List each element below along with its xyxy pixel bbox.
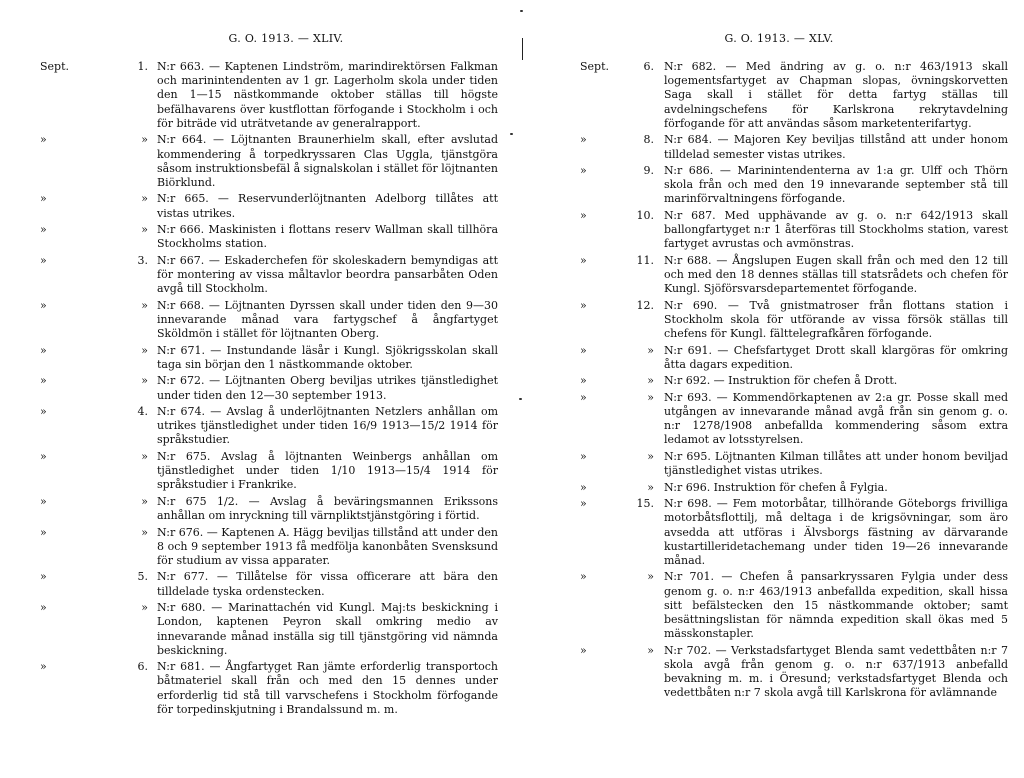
order-entry bbox=[580, 133, 1008, 161]
entry-day: » bbox=[647, 643, 654, 657]
entry-month: » bbox=[580, 497, 587, 511]
page-header: G. O. 1913. — XLIV. bbox=[228, 32, 344, 45]
entry-text: N:r 690. — Två gnistmatroser från flottans station i Stockholm skola för utförande av vissa försök ställas till chefens för Kungl. fälttelegrafkåren förfogande. bbox=[664, 298, 1008, 341]
entry-month: Sept. bbox=[580, 60, 610, 73]
entry-day: 10. bbox=[636, 208, 654, 222]
order-entry bbox=[40, 660, 498, 717]
order-entry bbox=[580, 344, 1008, 372]
entry-text: N:r 663. — Kaptenen Lindström, marindirektörsen Falkman och marinintendenten av 1 gr. Lagerholm skola under tiden den 1—15 nästkommande oktober ställas till högste befälhavarens över kustflottan förfogande i Stockholm i och för biträde vid uträtvetande av generalrapport. bbox=[157, 60, 498, 130]
entry-month: » bbox=[580, 480, 587, 494]
entry-text: N:r 668. — Löjtnanten Dyrssen skall under tiden den 9—30 innevarande månad vara fartygschef å ångfartyget Sköldmön i stället för löjtnanten Oberg. bbox=[157, 298, 498, 341]
order-entry bbox=[40, 60, 498, 131]
order-entry bbox=[40, 254, 498, 297]
entry-day: » bbox=[647, 374, 654, 388]
entry-text: N:r 677. — Tillåtelse för vissa officerare att bära den tilldelade tyska ordenstecken. bbox=[157, 570, 498, 598]
entry-day: 6. bbox=[643, 60, 654, 73]
entry-day: » bbox=[141, 133, 148, 147]
entry-day: 4. bbox=[137, 405, 148, 419]
entry-day: 11. bbox=[636, 253, 654, 267]
order-entry bbox=[40, 601, 498, 658]
scan-speck bbox=[510, 133, 513, 135]
entry-text: N:r 664. — Löjtnanten Braunerhielm skall, efter avslutad kommendering å torpedkryssaren Clas Uggla, tjänstgöra såsom instruktionsbefäl å signalskolan i stället för löjtnanten Biörklund. bbox=[157, 133, 498, 189]
entry-month: Sept. bbox=[40, 60, 70, 73]
scan-speck bbox=[520, 10, 523, 12]
entry-text: N:r 665. — Reservunderlöjtnanten Adelborg tillåtes att vistas utrikes. bbox=[157, 192, 498, 220]
entry-text: N:r 702. — Verkstadsfartyget Blenda samt vedettbåten n:r 7 skola avgå från genom g. o. n:r 637/1913 anbefalld bevakning m. m. i Öresund; verkstadsfartyget Blenda och vedettbåten n:r 7 skola avgå till Karlskrona för avlämnande bbox=[664, 643, 1008, 700]
entry-text: N:r 682. — Med ändring av g. o. n:r 463/1913 skall logementsfartyget av Chapman slopas, övningskorvetten Saga skall i stället för detta fartyg ställas till avdelningschefens för Karlskrona rekrytavdelning förfogande för att användas såsom marketenterifartyg. bbox=[664, 60, 1008, 130]
order-entry bbox=[40, 570, 498, 598]
entry-month: » bbox=[40, 133, 47, 147]
order-entry bbox=[40, 192, 498, 220]
entry-month: » bbox=[580, 390, 587, 404]
entry-month: » bbox=[40, 660, 47, 674]
entry-month: » bbox=[40, 192, 47, 206]
entry-day: » bbox=[141, 449, 148, 463]
entry-day: » bbox=[141, 192, 148, 206]
entry-text: N:r 671. — Instundande läsår i Kungl. Sjökrigsskolan skall taga sin början den 1 nästkommande oktober. bbox=[157, 343, 498, 371]
entry-month: » bbox=[40, 449, 47, 463]
entry-text: N:r 675 1/2. — Avslag å beväringsmannen Erikssons anhållan om inryckning till värnpliktstjänstgöring i förtid. bbox=[157, 494, 498, 523]
entry-day: » bbox=[141, 525, 148, 539]
entry-day: 6. bbox=[137, 660, 148, 674]
order-entry bbox=[40, 374, 498, 402]
entry-list bbox=[580, 60, 1008, 703]
entry-text: N:r 667. — Eskaderchefen för skoleskadern bemyndigas att för montering av vissa måltavlor beordra pansarbåten Oden avgå till Stockholm. bbox=[157, 253, 498, 296]
entry-day: » bbox=[647, 449, 654, 463]
order-entry bbox=[580, 164, 1008, 207]
entry-month: » bbox=[40, 494, 47, 508]
order-entry bbox=[580, 570, 1008, 641]
entry-month: » bbox=[580, 298, 587, 312]
entry-text: N:r 676. — Kaptenen A. Hägg beviljas tillstånd att under den 8 och 9 september 1913 få medfölja kanonbåten Svensksund för studium av vissa apparater. bbox=[157, 525, 498, 567]
entry-day: 3. bbox=[137, 253, 148, 267]
entry-day: 5. bbox=[137, 570, 148, 584]
order-entry bbox=[40, 405, 498, 448]
entry-day: » bbox=[647, 480, 654, 494]
entry-text: N:r 695. Löjtnanten Kilman tillåtes att under honom beviljad tjänstledighet vistas utrikes. bbox=[664, 449, 1008, 478]
entry-month: » bbox=[580, 570, 587, 584]
entry-month: » bbox=[40, 298, 47, 312]
entry-month: » bbox=[580, 253, 587, 267]
entry-text: N:r 696. Instruktion för chefen å Fylgia. bbox=[664, 480, 888, 494]
entry-day: » bbox=[647, 343, 654, 357]
entry-month: » bbox=[580, 133, 587, 147]
entry-day: » bbox=[141, 223, 148, 237]
entry-month: » bbox=[40, 525, 47, 539]
entry-day: » bbox=[141, 343, 148, 357]
entry-text: N:r 680. — Marinattachén vid Kungl. Maj:ts beskickning i London, kaptenen Peyron skall omkring medio av innevarande månad inställa sig till tjänstgöring vid nämnda beskickning. bbox=[157, 601, 498, 657]
entry-day: 8. bbox=[643, 133, 654, 147]
entry-day: 9. bbox=[643, 164, 654, 178]
order-entry bbox=[40, 133, 498, 190]
order-entry bbox=[40, 223, 498, 251]
order-entry bbox=[580, 450, 1008, 478]
entry-text: N:r 692. — Instruktion för chefen å Drott. bbox=[664, 374, 898, 388]
order-entry bbox=[580, 299, 1008, 342]
entry-month: » bbox=[40, 601, 47, 615]
entry-month: » bbox=[40, 405, 47, 419]
entry-day: 12. bbox=[636, 298, 654, 312]
entry-day: » bbox=[141, 494, 148, 508]
entry-month: » bbox=[580, 343, 587, 357]
page-header: G. O. 1913. — XLV. bbox=[724, 32, 834, 45]
entry-text: N:r 684. — Majoren Key beviljas tillstånd att under honom tilldelad semester vistas utrikes. bbox=[664, 133, 1008, 161]
entry-month: » bbox=[580, 208, 587, 222]
entry-day: » bbox=[141, 298, 148, 312]
order-entry bbox=[40, 495, 498, 523]
entry-text: N:r 666. Maskinisten i flottans reserv Wallman skall tillhöra Stockholms station. bbox=[157, 223, 498, 251]
entry-day: » bbox=[647, 570, 654, 584]
order-entry bbox=[580, 60, 1008, 131]
entry-text: N:r 674. — Avslag å underlöjtnanten Netzlers anhållan om utrikes tjänstledighet under tiden 16/9 1913—15/2 1914 för språkstudier. bbox=[157, 405, 498, 447]
order-entry bbox=[580, 374, 1008, 388]
entry-month: » bbox=[580, 449, 587, 463]
entry-text: N:r 693. — Kommendörkaptenen av 2:a gr. Posse skall med utgången av innevarande månad avgå från sin genom g. o. n:r 1278/1908 anbefallda kommendering såsom extra ledamot av lotsstyrelsen. bbox=[664, 390, 1008, 447]
entry-list bbox=[40, 60, 498, 719]
order-entry bbox=[580, 644, 1008, 701]
entry-text: N:r 675. Avslag å löjtnanten Weinbergs anhållan om tjänstledighet under tiden 1/10 1913—15/4 1914 för språkstudier i Frankrike. bbox=[157, 449, 498, 492]
right-page bbox=[512, 0, 1024, 778]
entry-day: » bbox=[141, 601, 148, 615]
order-entry bbox=[580, 391, 1008, 448]
entry-day: 1. bbox=[137, 60, 148, 73]
order-entry bbox=[40, 450, 498, 493]
order-entry bbox=[40, 344, 498, 372]
entry-day: 15. bbox=[636, 497, 654, 511]
entry-month: » bbox=[580, 643, 587, 657]
order-entry bbox=[40, 299, 498, 342]
scan-speck bbox=[519, 398, 522, 400]
entry-day: » bbox=[647, 390, 654, 404]
entry-month: » bbox=[580, 374, 587, 388]
entry-month: » bbox=[40, 374, 47, 388]
order-entry bbox=[580, 254, 1008, 297]
entry-text: N:r 681. — Ångfartyget Ran jämte erforderlig transportoch båtmateriel skall från och med den 15 dennes under erforderlig tid stå till varvschefens i Stockholm förfogande för torpedinskjutning i Brandalssund m. m. bbox=[157, 660, 498, 716]
entry-text: N:r 688. — Ångslupen Eugen skall från och med den 12 till och med den 18 dennes ställas till statsrådets och chefen för Kungl. Sjöförsvarsdepartementet förfogande. bbox=[664, 253, 1008, 296]
entry-text: N:r 687. Med upphävande av g. o. n:r 642/1913 skall ballongfartyget n:r 1 återföras till Stockholms station, varest fartyget avrustas och avmönstras. bbox=[664, 208, 1008, 251]
entry-month: » bbox=[40, 253, 47, 267]
entry-month: » bbox=[40, 223, 47, 237]
entry-month: » bbox=[40, 570, 47, 584]
order-entry bbox=[580, 481, 1008, 495]
entry-month: » bbox=[580, 164, 587, 178]
order-entry bbox=[580, 209, 1008, 252]
entry-text: N:r 686. — Marinintendenterna av 1:a gr. Ulff och Thörn skola från och med den 19 innevarande september stå till marinförvaltningens förfogande. bbox=[664, 164, 1008, 206]
entry-text: N:r 698. — Fem motorbåtar, tillhörande Göteborgs frivilliga motorbåtsflottilj, må deltaga i de krigsövningar, som äro avsedda att utföras i Älvsborgs fästning av därvarande kustartilleridetachemang under tiden 19—26 innevarande månad. bbox=[664, 497, 1008, 567]
order-entry bbox=[580, 497, 1008, 568]
entry-month: » bbox=[40, 343, 47, 357]
order-entry bbox=[40, 526, 498, 569]
entry-day: » bbox=[141, 374, 148, 388]
entry-text: N:r 701. — Chefen å pansarkryssaren Fylgia under dess genom g. o. n:r 463/1913 anbefallda expedition, skall hissa sitt befälstecken den 15 nästkommande oktober; samt besättningslistan för nämnda expedition skall ökas med 5 mässkonstapler. bbox=[664, 570, 1008, 641]
entry-text: N:r 672. — Löjtnanten Oberg beviljas utrikes tjänstledighet under tiden den 12—30 september 1913. bbox=[157, 374, 498, 402]
entry-text: N:r 691. — Chefsfartyget Drott skall klargöras för omkring åtta dagars expedition. bbox=[664, 343, 1008, 371]
